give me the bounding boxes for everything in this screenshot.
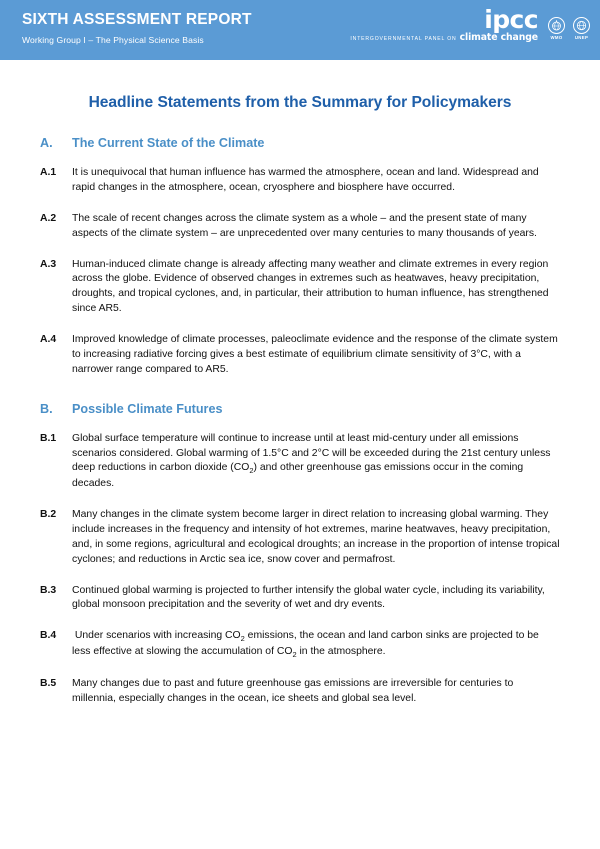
sections-container: [0, 136, 600, 707]
headline-statement: [40, 508, 560, 568]
report-subtitle: Working Group I – The Physical Science Basis: [22, 35, 204, 46]
header-logo-block: [350, 5, 590, 43]
statement-label: B.1: [40, 432, 57, 444]
headline-statement: [40, 677, 560, 707]
headline-statement: [40, 584, 560, 614]
statement-label: B.5: [40, 677, 57, 689]
header-title-block: [22, 11, 252, 45]
statement-label: A.2: [40, 212, 57, 224]
statement-label: B.2: [40, 509, 57, 521]
report-header-band: [0, 0, 600, 60]
section-name: Possible Climate Futures: [72, 401, 223, 416]
section-letter: B.: [40, 401, 53, 416]
ipcc-tagline-bold: climate change: [459, 32, 538, 43]
statement-label: A.4: [40, 334, 57, 345]
statement-text: Continued global warming is projected to further intensify the global water cycle, including its variability, global monsoon precipitation and the severity of wet and dry events.: [72, 584, 545, 611]
ipcc-tagline-small: INTERGOVERNMENTAL PANEL ON: [350, 36, 457, 42]
headline-statement: [40, 432, 560, 492]
statement-text: Human-induced climate change is already affecting many weather and climate extremes in every region across the globe. Evidence of observed changes in extremes such as heatwaves, heavy precipitation, droughts, and tropical cyclones, and, in particular, their attribution to human influence, has strengthened since AR5.: [72, 258, 549, 315]
wmo-globe-icon: [548, 17, 565, 34]
unep-emblem-label: UNEP: [574, 35, 589, 40]
statement-text: Improved knowledge of climate processes, paleoclimate evidence and the response of the climate system to increasing radiative forcing gives a best estimate of equilibrium climate sensitivity of 3°C, with a narrower range compared to AR5.: [72, 334, 558, 375]
statement-label: B.3: [40, 584, 57, 596]
ipcc-logo: [350, 5, 538, 43]
statement-text: Many changes due to past and future greenhouse gas emissions are irreversible for centuries to millennia, especially changes in the ocean, ice sheets and global sea level.: [72, 677, 514, 704]
headline-statement: [40, 258, 560, 318]
statement-text: Under scenarios with increasing $CO_2$ emissions, the ocean and land carbon sinks are projected to be less effective at slowing the accumulation of $CO_2$ in the atmosphere.: [72, 630, 539, 660]
ipcc-tagline: [350, 32, 538, 43]
report-title: SIXTH ASSESSMENT REPORT: [22, 11, 252, 28]
headline-statement: [40, 333, 560, 378]
headline-statement: [40, 629, 560, 661]
statement-text: Global surface temperature will continue to increase until at least mid-century under all emissions scenarios considered. Global warming of 1.5°C and 2°C will be exceeded during the 21st century unless deep reductions in carbon dioxide $(CO_2)$ and other greenhouse gas emissions occur in the coming decades.: [72, 432, 551, 490]
partner-emblems: [548, 17, 590, 43]
ipcc-wordmark: ipcc: [484, 5, 538, 34]
unep-globe-icon: [573, 17, 590, 34]
section-heading: [40, 402, 600, 416]
wmo-emblem: [548, 17, 565, 40]
statement-text: Many changes in the climate system become larger in direct relation to increasing global warming. They include increases in the frequency and intensity of hot extremes, marine heatwaves, heavy precipitation, and, in some regions, agricultural and ecological droughts; an increase in the proportion of intense tropical cyclones; and reductions in Arctic sea ice, snow cover and permafrost.: [72, 509, 560, 565]
document-body: [0, 94, 600, 707]
wmo-emblem-label: WMO: [550, 35, 563, 40]
section-letter: A.: [40, 136, 53, 150]
statement-text: The scale of recent changes across the climate system as a whole – and the present state of many aspects of the climate system – are unprecedented over many centuries to many thousands of years.: [72, 212, 537, 239]
statement-label: A.3: [40, 258, 57, 270]
statement-label: A.1: [40, 167, 57, 178]
section-name: The Current State of the Climate: [72, 136, 265, 150]
statement-text: It is unequivocal that human influence has warmed the atmosphere, ocean and land. Widespread and rapid changes in the atmosphere, ocean, cryosphere and biosphere have occurred.: [72, 167, 539, 193]
statement-label: B.4: [40, 630, 57, 642]
headline-statement: [40, 166, 560, 196]
section-heading: [40, 136, 600, 150]
headline-statement: [40, 212, 560, 242]
page-title: Headline Statements from the Summary for Policymakers: [88, 94, 512, 111]
unep-emblem: [573, 17, 590, 40]
